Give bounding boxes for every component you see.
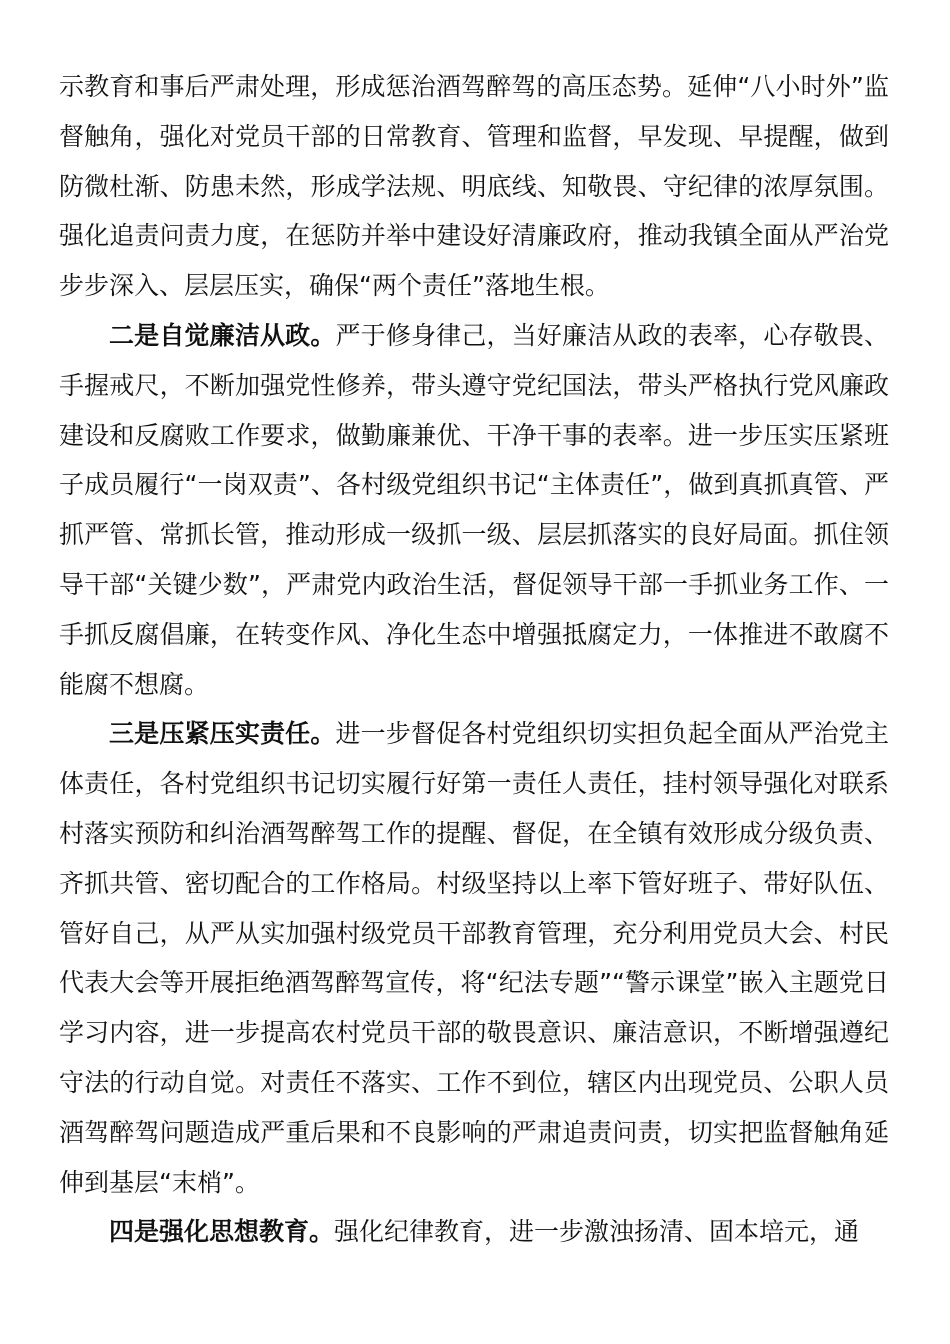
paragraph-3 [59,709,889,1207]
document-page [59,62,889,1257]
paragraph-2-heading: 二是自觉廉洁从政。 [109,320,336,350]
paragraph-3-text: 进一步督促各村党组织切实担负起全面从严治党主体责任，各村党组织书记切实履行好第一责任人责任，挂村领导强化对联系村落实预防和纠治酒驾醉驾工作的提醒、督促，在全镇有效形成分级负责、齐抓共管、密切配合的工作格局。村级坚持以上率下管好班子、带好队伍、管好自己，从严从实加强村级党员干部教育管理，充分利用党员大会、村民代表大会等开展拒绝酒驾醉驾宣传，将“纪法专题”“警示课堂”嵌入主题党日学习内容，进一步提高农村党员干部的敬畏意识、廉洁意识，不断增强遵纪守法的行动自觉。对责任不落实、工作不到位，辖区内出现党员、公职人员酒驾醉驾问题造成严重后果和不良影响的严肃追责问责，切实把监督触角延伸到基层“末梢”。 [59,719,889,1197]
paragraph-1 [59,62,889,311]
paragraph-3-heading: 三是压紧压实责任。 [109,719,336,749]
paragraph-4-heading: 四是强化思想教育。 [109,1217,335,1247]
paragraph-1-text: 示教育和事后严肃处理，形成惩治酒驾醉驾的高压态势。延伸“八小时外”监督触角，强化对党员干部的日常教育、管理和监督，早发现、早提醒，做到防微杜渐、防患未然，形成学法规、明底线、知敬畏、守纪律的浓厚氛围。强化追责问责力度，在惩防并举中建设好清廉政府，推动我镇全面从严治党步步深入、层层压实，确保“两个责任”落地生根。 [59,72,889,301]
paragraph-2 [59,311,889,709]
paragraph-4-text: 强化纪律教育，进一步激浊扬清、固本培元，通 [334,1217,860,1247]
paragraph-2-text: 严于修身律己，当好廉洁从政的表率，心存敬畏、手握戒尺，不断加强党性修养，带头遵守党纪国法，带头严格执行党风廉政建设和反腐败工作要求，做勤廉兼优、干净干事的表率。进一步压实压紧班子成员履行“一岗双责”、各村级党组织书记“主体责任”，做到真抓真管、严抓严管、常抓长管，推动形成一级抓一级、层层抓落实的良好局面。抓住领导干部“关键少数”，严肃党内政治生活，督促领导干部一手抓业务工作、一手抓反腐倡廉，在转变作风、净化生态中增强抵腐定力，一体推进不敢腐不能腐不想腐。 [59,320,889,699]
paragraph-4 [59,1207,889,1257]
